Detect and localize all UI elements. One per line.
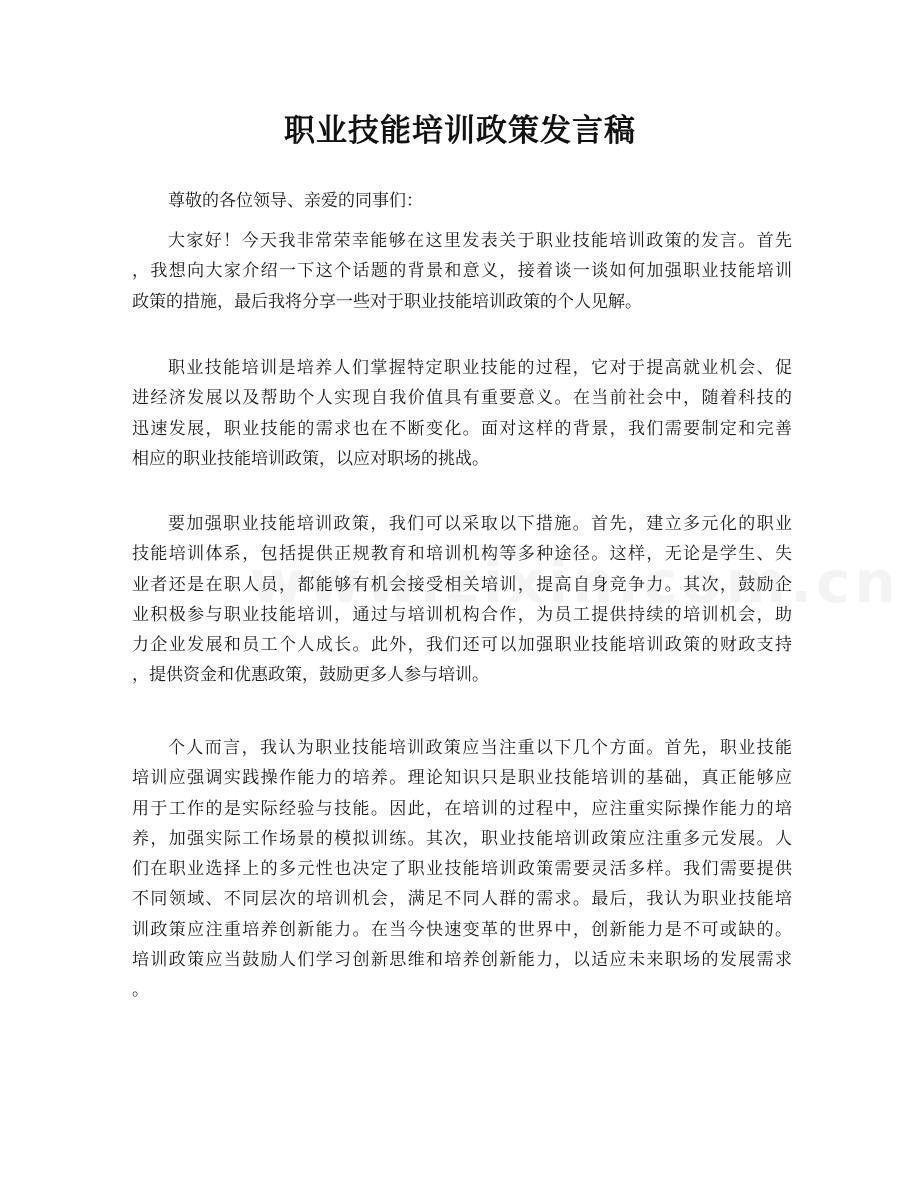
paragraph-line: 用于工作的是实际经验与技能。因此，在培训的过程中，应注重实际操作能力的培 — [132, 798, 792, 819]
paragraph-4 — [132, 733, 792, 1006]
paragraph-line: 技能培训体系，包括提供正规教育和培训机构等多种途径。这样，无论是学生、失 — [132, 544, 792, 565]
paragraph-line: 职业技能培训是培养人们掌握特定职业技能的过程，它对于提高就业机会、促 — [168, 358, 792, 378]
paragraph-2 — [132, 353, 792, 474]
paragraph-line: 们在职业选择上的多元性也决定了职业技能培训政策需要灵活多样。我们需要提供 — [132, 859, 792, 880]
paragraph-line: 力企业发展和员工个人成长。此外，我们还可以加强职业技能培训政策的财政支持 — [132, 635, 792, 656]
paragraph-line: ，我想向大家介绍一下这个话题的背景和意义，接着谈一谈如何加强职业技能培训 — [132, 261, 792, 282]
salutation: 尊敬的各位领导、亲爱的同事们： — [168, 191, 423, 211]
paragraph-line: 培训政策应当鼓励人们学习创新思维和培养创新能力，以适应未来职场的发展需求 — [132, 950, 792, 971]
document-title: 职业技能培训政策发言稿 — [284, 113, 636, 149]
paragraph-line: 训政策应注重培养创新能力。在当今快速变革的世界中，创新能力是不可或缺的。 — [132, 919, 792, 940]
paragraph-line: 业积极参与职业技能培训，通过与培训机构合作，为员工提供持续的培训机会，助 — [132, 604, 792, 625]
paragraph-line: ，提供资金和优惠政策，鼓励更多人参与培训。 — [132, 665, 489, 686]
paragraph-1 — [132, 226, 792, 317]
paragraph-line: 要加强职业技能培训政策，我们可以采取以下措施。首先，建立多元化的职业 — [168, 514, 792, 534]
paragraph-line: 培训应强调实践操作能力的培养。理论知识只是职业技能培训的基础，真正能够应 — [132, 768, 792, 789]
paragraph-line: 进经济发展以及帮助个人实现自我价值具有重要意义。在当前社会中，随着科技的 — [132, 388, 792, 409]
paragraph-line: 业者还是在职人员，都能够有机会接受相关培训，提高自身竞争力。其次，鼓励企 — [132, 574, 792, 595]
paragraph-line: 政策的措施，最后我将分享一些对于职业技能培训政策的个人见解。 — [132, 291, 642, 312]
paragraph-line: 大家好！今天我非常荣幸能够在这里发表关于职业技能培训政策的发言。首先 — [168, 231, 792, 251]
paragraph-line: 。 — [132, 980, 149, 1001]
paragraph-line: 个人而言，我认为职业技能培训政策应当注重以下几个方面。首先，职业技能 — [168, 738, 792, 758]
paragraph-line: 养，加强实际工作场景的模拟训练。其次，职业技能培训政策应注重多元发展。人 — [132, 828, 792, 849]
paragraph-line: 相应的职业技能培训政策，以应对职场的挑战。 — [132, 448, 489, 469]
paragraph-line: 不同领域、不同层次的培训机会，满足不同人群的需求。最后，我认为职业技能培 — [132, 889, 792, 910]
paragraph-line: 迅速发展，职业技能的需求也在不断变化。面对这样的背景，我们需要制定和完善 — [132, 418, 792, 439]
paragraph-3 — [132, 509, 792, 691]
